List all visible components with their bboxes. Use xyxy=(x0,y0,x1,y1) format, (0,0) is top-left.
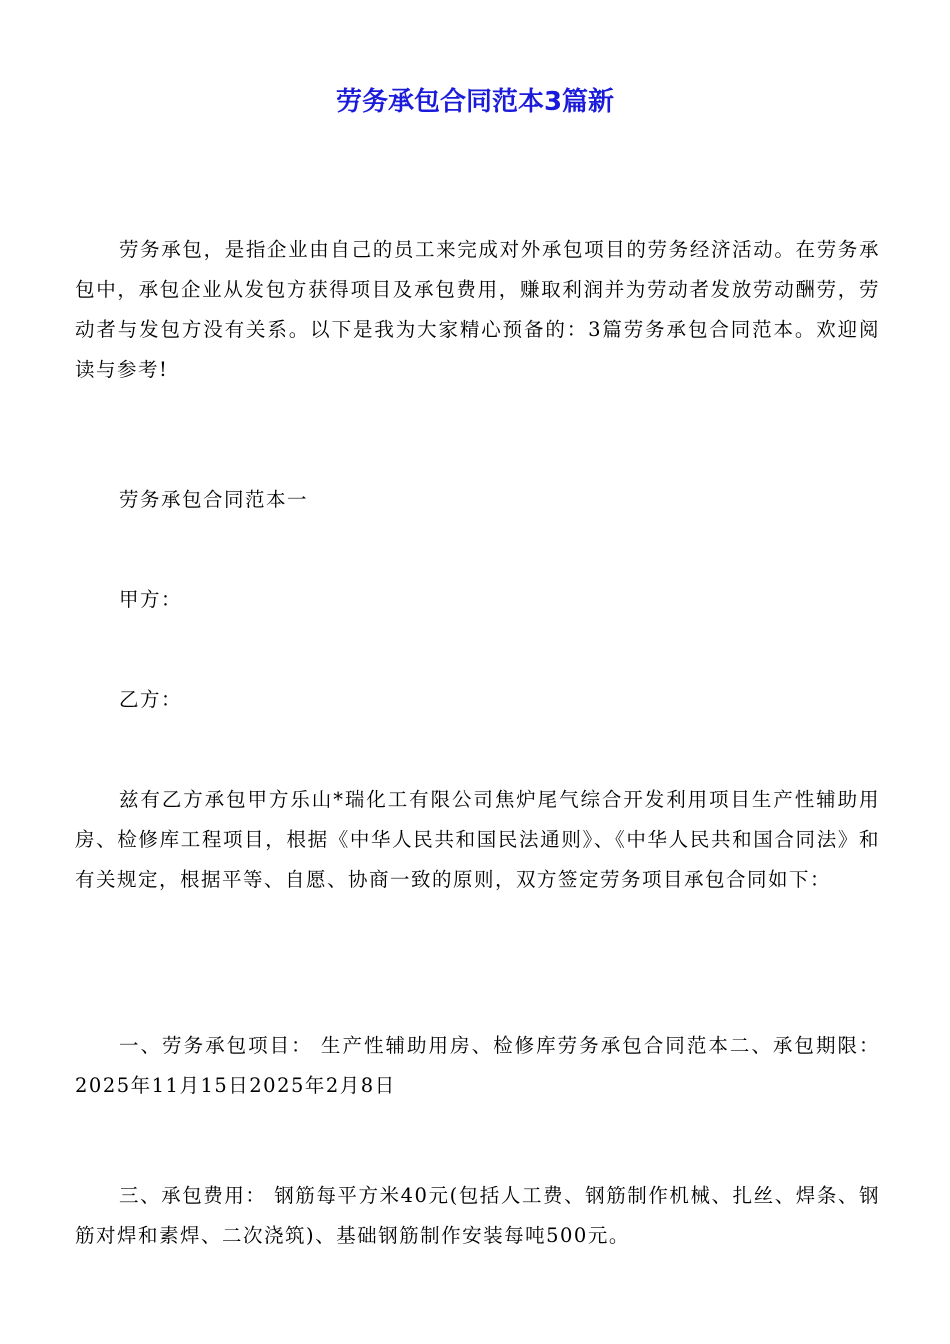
document-title: 劳务承包合同范本3篇新 xyxy=(335,87,615,117)
party-a-line: 甲方： xyxy=(119,588,183,611)
party-b-line: 乙方： xyxy=(119,688,183,711)
clause-item-fees: 三、承包费用： 钢筋每平方米40元(包括人工费、钢筋制作机械、扎丝、焊条、钢筋对焊和素焊、二次浇筑)、基础钢筋制作安装每吨500元。 xyxy=(75,1184,880,1247)
intro-paragraph: 劳务承包，是指企业由自己的员工来完成对外承包项目的劳务经济活动。在劳务承包中，承包企业从发包方获得项目及承包费用，赚取利润并为劳动者发放劳动酬劳，劳动者与发包方没有关系。以下是我为大家精心预备的：3篇劳务承包合同范本。欢迎阅读与参考! xyxy=(75,238,880,381)
contract-heading-one: 劳务承包合同范本一 xyxy=(119,488,309,511)
clause-item-project: 一、劳务承包项目： 生产性辅助用房、检修库劳务承包合同范本二、承包期限： 2025年11月15日2025年2月8日 xyxy=(75,1034,880,1097)
contract-preamble-paragraph: 兹有乙方承包甲方乐山*瑞化工有限公司焦炉尾气综合开发利用项目生产性辅助用房、检修库工程项目，根据《中华人民共和国民法通则》、《中华人民共和国合同法》和有关规定，根据平等、自愿、协商一致的原则，双方签定劳务项目承包合同如下： xyxy=(75,788,880,891)
